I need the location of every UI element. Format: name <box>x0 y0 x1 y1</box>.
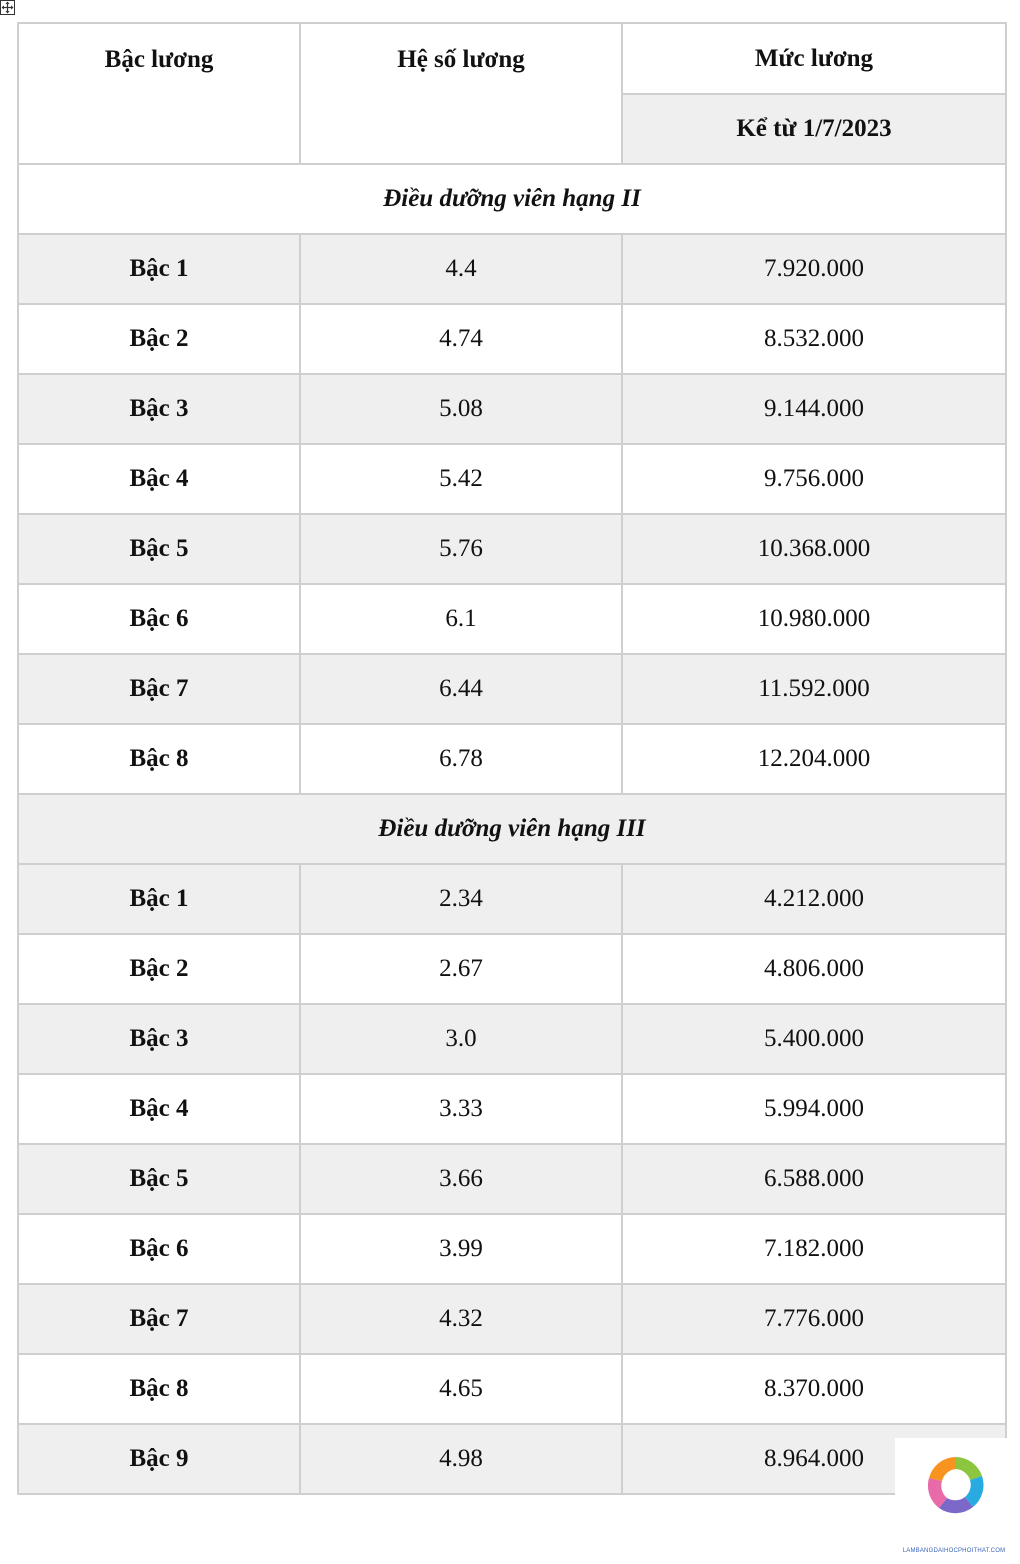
cell-muc-luong: 7.182.000 <box>622 1214 1006 1284</box>
cell-muc-luong: 11.592.000 <box>622 654 1006 724</box>
cell-bac-luong: Bậc 6 <box>18 584 300 654</box>
cell-muc-luong: 8.532.000 <box>622 304 1006 374</box>
cell-bac-luong: Bậc 1 <box>18 234 300 304</box>
salary-table <box>17 22 1007 1495</box>
cell-he-so: 6.44 <box>300 654 622 724</box>
cell-he-so: 6.78 <box>300 724 622 794</box>
cell-bac-luong: Bậc 4 <box>18 1074 300 1144</box>
cell-muc-luong: 9.756.000 <box>622 444 1006 514</box>
cell-he-so: 3.0 <box>300 1004 622 1074</box>
group-title-row <box>18 164 1006 234</box>
cell-he-so: 4.32 <box>300 1284 622 1354</box>
table-row <box>18 444 1006 514</box>
header-he-so-luong: Hệ số lương <box>300 23 622 164</box>
table-row <box>18 1424 1006 1494</box>
table-row <box>18 1354 1006 1424</box>
cell-muc-luong: 10.980.000 <box>622 584 1006 654</box>
cell-muc-luong: 5.400.000 <box>622 1004 1006 1074</box>
cell-he-so: 6.1 <box>300 584 622 654</box>
cell-muc-luong: 9.144.000 <box>622 374 1006 444</box>
cell-bac-luong: Bậc 6 <box>18 1214 300 1284</box>
cell-bac-luong: Bậc 7 <box>18 654 300 724</box>
cell-muc-luong: 8.370.000 <box>622 1354 1006 1424</box>
cell-bac-luong: Bậc 5 <box>18 514 300 584</box>
cell-bac-luong: Bậc 9 <box>18 1424 300 1494</box>
group-title-row <box>18 794 1006 864</box>
header-muc-luong: Mức lương <box>622 23 1006 94</box>
cell-muc-luong: 12.204.000 <box>622 724 1006 794</box>
table-row <box>18 584 1006 654</box>
cell-he-so: 2.34 <box>300 864 622 934</box>
table-row <box>18 1144 1006 1214</box>
table-row <box>18 1284 1006 1354</box>
cell-bac-luong: Bậc 4 <box>18 444 300 514</box>
cell-muc-luong: 10.368.000 <box>622 514 1006 584</box>
cell-he-so: 2.67 <box>300 934 622 1004</box>
cell-bac-luong: Bậc 5 <box>18 1144 300 1214</box>
table-move-handle-icon[interactable] <box>0 0 15 15</box>
cell-bac-luong: Bậc 8 <box>18 724 300 794</box>
watermark-text: LAMBANGDAIHOCPHOITHAT.COM <box>902 1548 1006 1554</box>
table-row <box>18 1214 1006 1284</box>
cell-he-so: 4.65 <box>300 1354 622 1424</box>
group-title: Điều dưỡng viên hạng II <box>18 164 1006 234</box>
cell-he-so: 4.98 <box>300 1424 622 1494</box>
colorful-ring-logo-icon <box>925 1454 987 1516</box>
table-row <box>18 934 1006 1004</box>
cell-he-so: 3.99 <box>300 1214 622 1284</box>
cell-bac-luong: Bậc 2 <box>18 304 300 374</box>
cell-he-so: 5.42 <box>300 444 622 514</box>
watermark-logo <box>895 1438 1013 1558</box>
cell-muc-luong: 5.994.000 <box>622 1074 1006 1144</box>
cell-muc-luong: 7.776.000 <box>622 1284 1006 1354</box>
table-row <box>18 374 1006 444</box>
table-row <box>18 234 1006 304</box>
cell-bac-luong: Bậc 8 <box>18 1354 300 1424</box>
cell-he-so: 5.76 <box>300 514 622 584</box>
table-row <box>18 1004 1006 1074</box>
cell-muc-luong: 4.806.000 <box>622 934 1006 1004</box>
table-row <box>18 654 1006 724</box>
cell-he-so: 3.33 <box>300 1074 622 1144</box>
cell-muc-luong: 7.920.000 <box>622 234 1006 304</box>
header-ke-tu-date: Kể từ 1/7/2023 <box>622 94 1006 164</box>
header-bac-luong: Bậc lương <box>18 23 300 164</box>
cell-he-so: 5.08 <box>300 374 622 444</box>
table-row <box>18 864 1006 934</box>
cell-bac-luong: Bậc 2 <box>18 934 300 1004</box>
table-row <box>18 304 1006 374</box>
cell-bac-luong: Bậc 7 <box>18 1284 300 1354</box>
table-row <box>18 514 1006 584</box>
header-row <box>18 23 1006 94</box>
table-row <box>18 724 1006 794</box>
cell-muc-luong: 8.964.000 <box>622 1424 1006 1494</box>
group-title: Điều dưỡng viên hạng III <box>18 794 1006 864</box>
cell-he-so: 4.4 <box>300 234 622 304</box>
cell-muc-luong: 4.212.000 <box>622 864 1006 934</box>
cell-bac-luong: Bậc 1 <box>18 864 300 934</box>
cell-bac-luong: Bậc 3 <box>18 374 300 444</box>
table-row <box>18 1074 1006 1144</box>
cell-he-so: 3.66 <box>300 1144 622 1214</box>
cell-muc-luong: 6.588.000 <box>622 1144 1006 1214</box>
cell-he-so: 4.74 <box>300 304 622 374</box>
cell-bac-luong: Bậc 3 <box>18 1004 300 1074</box>
